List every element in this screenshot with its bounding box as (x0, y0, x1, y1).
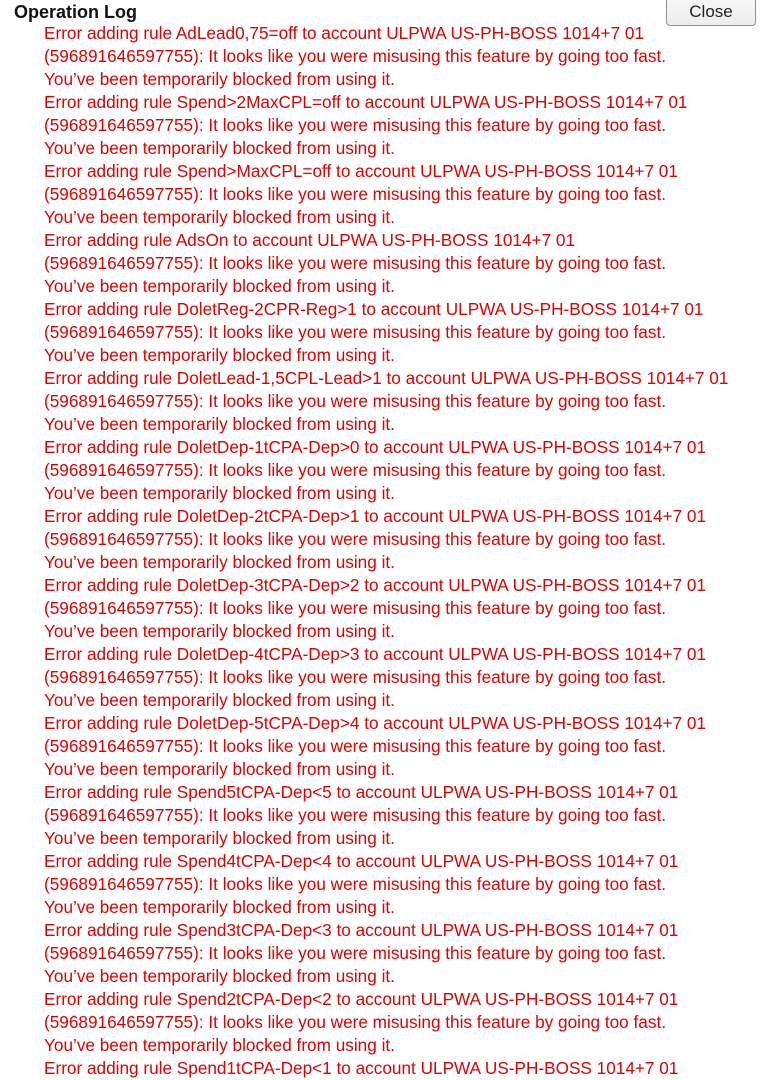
log-entry-line: Error adding rule AdLead0,75=off to account ULPWA US-PH-BOSS 1014+7 01 (44, 23, 645, 43)
log-entry (44, 367, 764, 436)
log-entry (44, 22, 764, 91)
log-entry-line: (596891646597755): It looks like you were misusing this feature by going too fast. (44, 667, 666, 687)
log-entry-line: You’ve been temporarily blocked from using it. (44, 138, 395, 158)
log-entry-line: Error adding rule Spend>2MaxCPL=off to account ULPWA US-PH-BOSS 1014+7 01 (44, 92, 688, 112)
log-entry-line: Error adding rule DoletDep-3tCPA-Dep>2 to account ULPWA US-PH-BOSS 1014+7 01 (44, 575, 707, 595)
log-entry-line: (596891646597755): It looks like you were misusing this feature by going too fast. (44, 598, 666, 618)
log-entry (44, 160, 764, 229)
log-entry (44, 643, 764, 712)
log-entry (44, 850, 764, 919)
operation-log-list[interactable] (44, 22, 764, 1080)
log-entry-line: (596891646597755): It looks like you were misusing this feature by going too fast. (44, 943, 666, 963)
log-entry (44, 436, 764, 505)
log-entry-line: You’ve been temporarily blocked from using it. (44, 690, 395, 710)
log-entry-line: You’ve been temporarily blocked from using it. (44, 897, 395, 917)
log-entry-line: You’ve been temporarily blocked from using it. (44, 759, 395, 779)
log-entry-line: (596891646597755): It looks like you were misusing this feature by going too fast. (44, 115, 666, 135)
log-entry-line: Error adding rule DoletLead-1,5CPL-Lead>1 to account ULPWA US-PH-BOSS 1014+7 01 (44, 368, 729, 388)
log-entry-line: (596891646597755): It looks like you were misusing this feature by going too fast. (44, 874, 666, 894)
log-entry-line: Error adding rule DoletDep-2tCPA-Dep>1 to account ULPWA US-PH-BOSS 1014+7 01 (44, 506, 707, 526)
log-entry-line: Error adding rule Spend2tCPA-Dep<2 to account ULPWA US-PH-BOSS 1014+7 01 (44, 989, 679, 1009)
log-entry-line: (596891646597755): It looks like you were misusing this feature by going too fast. (44, 460, 666, 480)
log-entry-line: You’ve been temporarily blocked from using it. (44, 483, 395, 503)
log-entry (44, 574, 764, 643)
log-entry-line: (596891646597755): It looks like you were misusing this feature by going too fast. (44, 253, 666, 273)
log-entry-line: (596891646597755): It looks like you were misusing this feature by going too fast. (44, 736, 666, 756)
log-entry-line: You’ve been temporarily blocked from using it. (44, 621, 395, 641)
close-button[interactable]: Close (666, 0, 756, 26)
log-entry-line: You’ve been temporarily blocked from using it. (44, 69, 395, 89)
log-entry-line: You’ve been temporarily blocked from using it. (44, 828, 395, 848)
log-entry (44, 919, 764, 988)
log-entry (44, 91, 764, 160)
log-entry-line: You’ve been temporarily blocked from using it. (44, 1035, 395, 1055)
log-entry-line: You’ve been temporarily blocked from using it. (44, 207, 395, 227)
log-entry-line: Error adding rule Spend>MaxCPL=off to account ULPWA US-PH-BOSS 1014+7 01 (44, 161, 678, 181)
log-entry (44, 298, 764, 367)
log-entry-line: You’ve been temporarily blocked from using it. (44, 966, 395, 986)
log-entry-line: (596891646597755): It looks like you were misusing this feature by going too fast. (44, 529, 666, 549)
log-entry-line: (596891646597755): It looks like you were misusing this feature by going too fast. (44, 184, 666, 204)
log-entry-line: Error adding rule Spend1tCPA-Dep<1 to account ULPWA US-PH-BOSS 1014+7 01 (44, 1058, 679, 1078)
log-entry-line: You’ve been temporarily blocked from using it. (44, 276, 395, 296)
log-entry (44, 229, 764, 298)
log-entry-line: Error adding rule AdsOn to account ULPWA US-PH-BOSS 1014+7 01 (44, 230, 576, 250)
log-entry-line: You’ve been temporarily blocked from using it. (44, 552, 395, 572)
log-entry-line: Error adding rule DoletDep-4tCPA-Dep>3 to account ULPWA US-PH-BOSS 1014+7 01 (44, 644, 707, 664)
log-entry-line: (596891646597755): It looks like you were misusing this feature by going too fast. (44, 1012, 666, 1032)
log-entry-line: You’ve been temporarily blocked from using it. (44, 414, 395, 434)
log-entry (44, 712, 764, 781)
log-entry-line: (596891646597755): It looks like you were misusing this feature by going too fast. (44, 391, 666, 411)
log-entry-line: (596891646597755): It looks like you were misusing this feature by going too fast. (44, 805, 666, 825)
log-entry (44, 505, 764, 574)
log-entry (44, 988, 764, 1057)
log-entry-line: Error adding rule Spend4tCPA-Dep<4 to account ULPWA US-PH-BOSS 1014+7 01 (44, 851, 679, 871)
log-entry-line: Error adding rule DoletReg-2CPR-Reg>1 to account ULPWA US-PH-BOSS 1014+7 01 (44, 299, 704, 319)
log-entry-line: Error adding rule Spend5tCPA-Dep<5 to account ULPWA US-PH-BOSS 1014+7 01 (44, 782, 679, 802)
log-entry-line: Error adding rule Spend3tCPA-Dep<3 to account ULPWA US-PH-BOSS 1014+7 01 (44, 920, 679, 940)
log-entry (44, 781, 764, 850)
log-entry-line: (596891646597755): It looks like you were misusing this feature by going too fast. (44, 322, 666, 342)
dialog-title: Operation Log (14, 2, 137, 22)
log-entry-line: Error adding rule DoletDep-1tCPA-Dep>0 to account ULPWA US-PH-BOSS 1014+7 01 (44, 437, 707, 457)
log-entry-line: Error adding rule DoletDep-5tCPA-Dep>4 to account ULPWA US-PH-BOSS 1014+7 01 (44, 713, 707, 733)
log-entry (44, 1057, 764, 1080)
log-entry-line: You’ve been temporarily blocked from using it. (44, 345, 395, 365)
log-entry-line: (596891646597755): It looks like you were misusing this feature by going too fast. (44, 46, 666, 66)
